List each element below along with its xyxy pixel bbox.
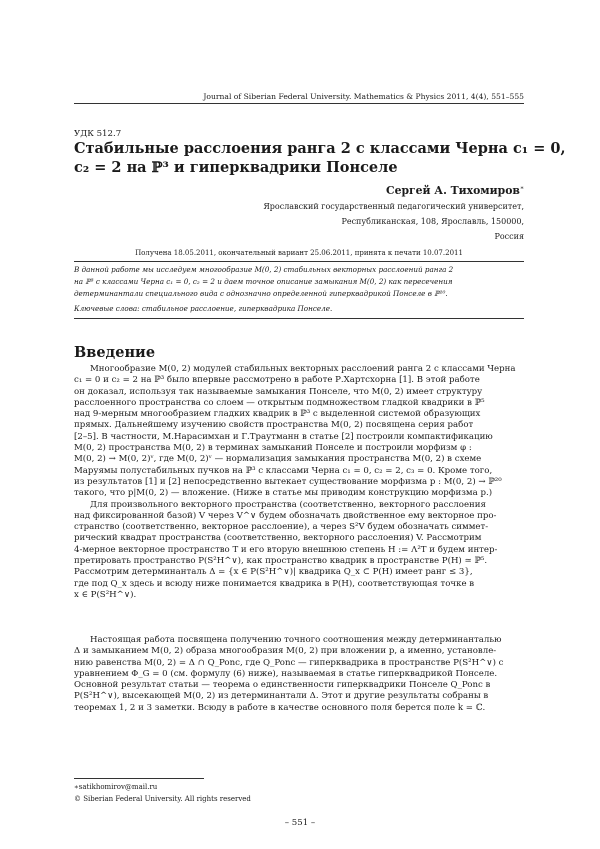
abstract-line: детерминантали специального вида с однозначно определенной гиперквадрикой Понселе в ℙ²⁰.: [74, 289, 448, 299]
text-line: теоремах 1, 2 и 3 заметки. Всюду в работе в качестве основного поля берется поле k = ℂ.: [74, 702, 486, 713]
text-line: [2–5]. В частности, М.Нарасимхан и Г.Траутманн в статье [2] построили компактификацию: [74, 431, 493, 442]
footnote-rule: [74, 778, 204, 779]
abstract: [74, 264, 524, 301]
article-title: [74, 139, 566, 177]
affiliation-line: Россия: [494, 232, 524, 241]
text-line: над фиксированной базой) V через V^∨ будем обозначать двойственное ему векторное про-: [74, 510, 497, 521]
affiliation-line: Республиканская, 108, Ярославль, 150000,: [341, 217, 524, 226]
text-line: x ∈ P(S²H^∨).: [74, 589, 137, 600]
text-line: Δ и замыканием M(0, 2) образа многообразия M(0, 2) при вложении p, а именно, установле-: [74, 646, 497, 657]
text-line: из результатов [1] и [2] непосредственно вытекает существование морфизма p : M(0, 2) → ℙ²⁰: [74, 476, 502, 487]
header-rule: [74, 103, 524, 104]
text-line: странство (соответственно, векторное расслоение), а через S²V будем обозначать симмет-: [74, 522, 489, 533]
text-line: M(0, 2) пространства M(0, 2) в терминах замыканий Понселе и построили морфизм φ :: [74, 443, 472, 454]
affiliation: [204, 199, 524, 244]
text-line: где под Q_x здесь и всюду ниже понимается квадрика в P(H), соответствующая точке в: [74, 578, 475, 589]
text-line: прямых. Дальнейшему изучению свойств пространства M(0, 2) посвящена серия работ: [74, 420, 474, 431]
text-line: Основной результат статьи — теорема о единственности гиперквадрики Понселе Q_Ponc в: [74, 680, 491, 691]
author-name: Сергей А. Тихомиров: [386, 184, 520, 197]
text-line: Рассмотрим детерминанталь Δ = {x ∈ P(S²H^∨)| квадрика Q_x ⊂ P(H) имеет ранг ≤ 3},: [74, 567, 473, 578]
text-line: Маруямы полустабильных пучков на ℙ³ с классами Черна c₁ = 0, c₂ = 2, c₃ = 0. Кроме того,: [74, 465, 493, 476]
text-line: расслоенного пространства со слоем — открытым подмножеством гладкой квадрики в ℙ⁵: [74, 397, 485, 408]
footnote-email: ∗satikhomirov@mail.ru: [74, 783, 158, 791]
text-line: 4-мерное векторное пространство T и его вторую внешнюю степень H := Λ²T и будем интер-: [74, 544, 498, 555]
intro-paragraph-1: [74, 364, 524, 601]
text-line: M(0, 2) → M(0, 2)ᵛ, где M(0, 2)ᵛ — нормализация замыкания пространства M(0, 2) в схеме: [74, 454, 482, 465]
abstract-line: В данной работе мы исследуем многообразие M(0, 2) стабильных векторных расслоений ранга 2: [74, 265, 454, 274]
page-number: – 551 –: [284, 818, 316, 828]
abstract-bottom-rule: [74, 318, 524, 319]
text-line: над 9-мерным многообразием гладких квадрик в ℙ³ с выделенной системой образующих: [74, 409, 481, 420]
title-line-1: Стабильные расслоения ранга 2 с классами Черна c₁ = 0,: [74, 140, 566, 157]
affiliation-line: Ярославский государственный педагогический университет,: [263, 202, 524, 211]
text-line: Многообразие M(0, 2) модулей стабильных векторных расслоений ранга 2 с классами Черна: [90, 364, 516, 374]
text-line: c₁ = 0 и c₂ = 2 на ℙ³ было впервые рассмотрено в работе Р.Хартсхорна [1]. В этой работе: [74, 375, 480, 386]
text-line: он доказал, используя так называемые замыкания Понселе, что M(0, 2) имеет структуру: [74, 386, 483, 397]
text-line: Для произвольного векторного пространства (соответственно, векторного расслоения: [90, 499, 486, 510]
text-line: рический квадрат пространства (соответственно, векторного расслоения) V. Рассмотрим: [74, 533, 482, 544]
text-line: такого, что p|M(0, 2) — вложение. (Ниже в статье мы приводим конструкцию морфизма p.): [74, 488, 493, 499]
keywords: Ключевые слова: стабильное расслоение, гиперквадрика Понселе.: [74, 304, 333, 313]
abstract-top-rule: [74, 261, 524, 262]
text-line: нию равенства M(0, 2) = Δ ∩ Q_Ponc, где Q_Ponc — гиперквадрика в пространстве P(S²H^∨) с: [74, 657, 504, 668]
section-heading: Введение: [74, 344, 156, 361]
udc-code: УДК 512.7: [74, 129, 122, 139]
author: [386, 184, 524, 197]
text-line: претировать пространство P(S²H^∨), как пространство квадрик в пространстве P(H) ≃ ℙ⁵.: [74, 556, 488, 567]
text-line: P(S²H^∨), высекающей M(0, 2) из детерминантали Δ. Этот и другие результаты собраны в: [74, 691, 489, 702]
journal-header: Journal of Siberian Federal University. Mathematics & Physics 2011, 4(4), 551–555: [203, 92, 524, 101]
footnote-copyright: © Siberian Federal University. All rights reserved: [74, 795, 251, 803]
text-line: Настоящая работа посвящена получению точного соотношения между детерминанталью: [90, 635, 502, 645]
received-dates: Получена 18.05.2011, окончательный вариант 25.06.2011, принята к печати 10.07.2011: [135, 249, 463, 257]
text-line: уравнением Φ_G = 0 (см. формулу (6) ниже), называемая в статье гиперквадрикой Понселе.: [74, 668, 498, 679]
abstract-line: на ℙ³ с классами Черна c₁ = 0, c₂ = 2 и даем точное описание замыкания M(0, 2) как пересечения: [74, 277, 453, 287]
title-line-2: c₂ = 2 на ℙ³ и гиперквадрики Понселе: [74, 159, 398, 176]
intro-paragraph-2: [74, 635, 524, 714]
footnote-mark: ∗: [519, 184, 524, 192]
